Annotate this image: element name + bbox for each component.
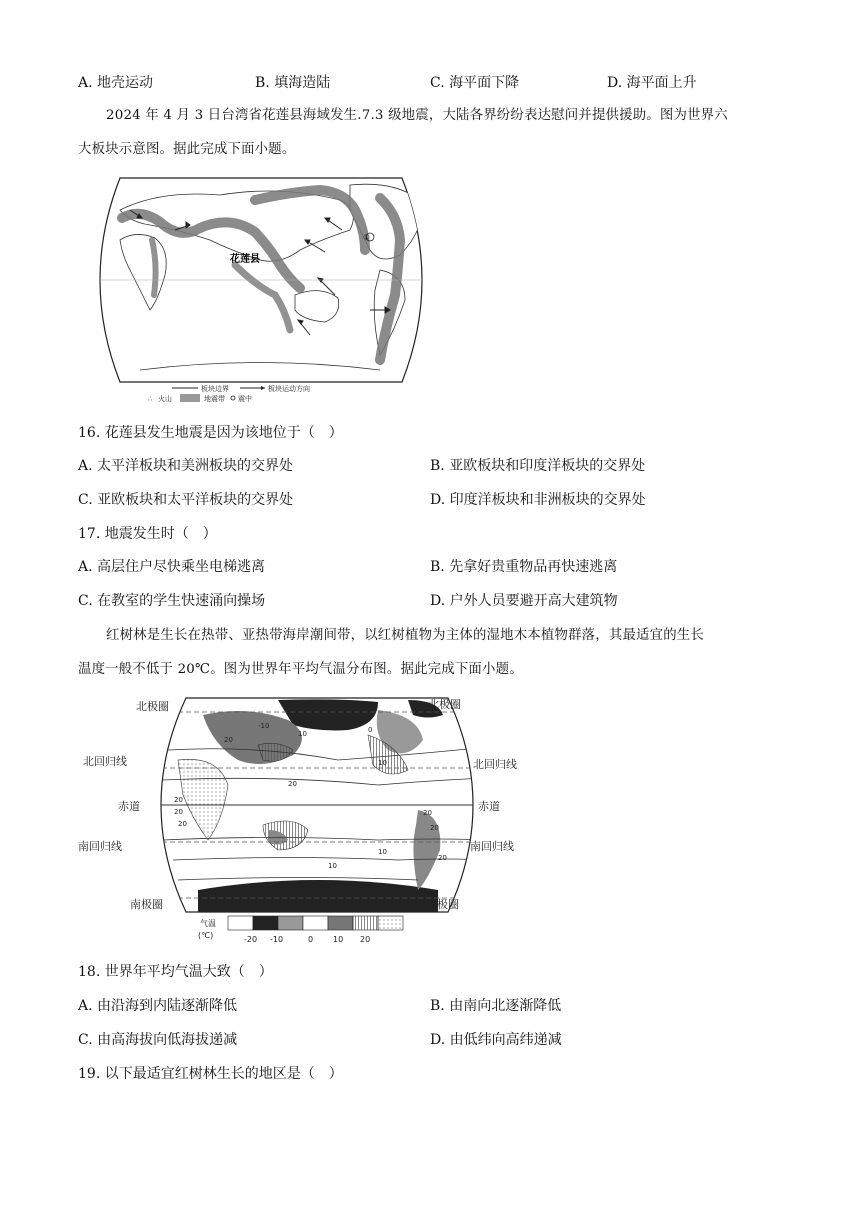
plate-map <box>80 170 442 402</box>
svg-text:10: 10 <box>378 848 387 856</box>
temperature-map <box>78 690 532 948</box>
passage1-line1: 2024 年 4 月 3 日台湾省花莲县海域发生.7.3 级地震，大陆各界纷纷表达慰问并提供援助。图为世界六 <box>106 108 728 123</box>
svg-text:10: 10 <box>340 724 349 732</box>
q17-option-d: D. 户外人员要避开高大建筑物 <box>430 593 618 609</box>
q18-option-c: C. 由高海拔向低海拔递减 <box>78 1032 238 1048</box>
temperature-legend <box>198 916 403 944</box>
q17-option-b: B. 先拿好贵重物品再快速逃离 <box>430 559 618 575</box>
legend-title-1: 气温 <box>200 919 216 928</box>
q16-option-d: D. 印度洋板块和非洲板块的交界处 <box>430 492 646 508</box>
arctic-circle-right: 北极圈 <box>428 698 461 711</box>
zone-antarctica <box>198 880 438 915</box>
q17-option-c: C. 在教室的学生快速涌向操场 <box>78 593 266 609</box>
q17-option-a: A. 高层住户尽快乘坐电梯逃离 <box>78 559 266 575</box>
legend-epicenter: 震中 <box>238 395 252 402</box>
plate-map-legend <box>148 384 310 402</box>
svg-text:20: 20 <box>174 796 183 804</box>
svg-text:20: 20 <box>174 808 183 816</box>
q16-stem: 16. 花莲县发生地震是因为该地位于（ ） <box>78 425 343 441</box>
legend-quake-belt: 地震带 <box>204 395 225 402</box>
tropic-cancer-left: 北回归线 <box>83 755 127 768</box>
q15-option-d: D. 海平面上升 <box>607 75 697 91</box>
marker-1-label: ① <box>363 233 371 242</box>
passage1-line2: 大板块示意图。据此完成下面小题。 <box>78 142 296 157</box>
tropic-capricorn-left: 南回归线 <box>78 840 122 853</box>
hualien-label: 花莲县 <box>230 254 260 265</box>
q18-stem: 18. 世界年平均气温大致（ ） <box>78 964 273 980</box>
antarctic-circle-left: 南极圈 <box>130 898 163 911</box>
tropic-cancer-right: 北回归线 <box>473 758 517 771</box>
svg-text:0: 0 <box>322 880 327 888</box>
q17-stem: 17. 地震发生时（ ） <box>78 526 217 542</box>
tropic-capricorn-right: 南回归线 <box>470 840 514 853</box>
svg-text:20: 20 <box>360 935 371 944</box>
svg-text:∴: ∴ <box>148 395 153 402</box>
legend-boundary: 板块边界 <box>201 385 229 393</box>
svg-text:20: 20 <box>224 736 233 744</box>
seismic-belt-east-africa <box>152 240 156 295</box>
legend-volcano: 火山 <box>158 395 172 402</box>
q18-option-d: D. 由低纬向高纬递减 <box>430 1032 562 1048</box>
arctic-circle-left: 北极圈 <box>136 700 169 713</box>
svg-text:20: 20 <box>178 820 187 828</box>
q16-option-a: A. 太平洋板块和美洲板块的交界处 <box>78 458 294 474</box>
svg-text:0: 0 <box>388 884 393 892</box>
svg-text:-10: -10 <box>270 935 284 944</box>
svg-text:0: 0 <box>313 720 318 728</box>
q16-option-c: C. 亚欧板块和太平洋板块的交界处 <box>78 492 294 508</box>
passage2-line1: 红树林是生长在热带、亚热带海岸潮间带，以红树植物为主体的湿地木本植物群落，其最适宜的生长 <box>106 628 704 643</box>
legend-title-2: (℃) <box>198 931 214 940</box>
svg-text:-10: -10 <box>258 722 270 730</box>
q16-option-b: B. 亚欧板块和印度洋板块的交界处 <box>430 458 646 474</box>
svg-text:10: 10 <box>378 759 387 767</box>
svg-text:20: 20 <box>438 854 447 862</box>
legend-direction: 板块运动方向 <box>268 385 310 393</box>
q18-option-a: A. 由沿海到内陆逐渐降低 <box>78 998 238 1014</box>
svg-text:0: 0 <box>368 726 373 734</box>
antarctic-circle-right: 南极圈 <box>426 898 459 911</box>
q15-option-c: C. 海平面下降 <box>430 75 520 91</box>
equator-left: 赤道 <box>118 800 140 813</box>
svg-text:10: 10 <box>333 935 344 944</box>
q15-option-a: A. 地壳运动 <box>78 75 154 91</box>
q18-option-b: B. 由南向北逐渐降低 <box>430 998 562 1014</box>
svg-text:-20: -20 <box>244 935 258 944</box>
passage2-line2: 温度一般不低于 20℃。图为世界年平均气温分布图。据此完成下面小题。 <box>78 662 523 677</box>
svg-text:20: 20 <box>288 780 297 788</box>
equator-right: 赤道 <box>478 800 500 813</box>
svg-text:10: 10 <box>298 730 307 738</box>
q19-stem: 19. 以下最适宜红树林生长的地区是（ ） <box>78 1066 343 1082</box>
svg-text:20: 20 <box>423 809 432 817</box>
svg-text:0: 0 <box>308 935 314 944</box>
q15-option-b: B. 填海造陆 <box>255 75 331 91</box>
svg-text:10: 10 <box>328 862 337 870</box>
svg-text:20: 20 <box>430 824 439 832</box>
